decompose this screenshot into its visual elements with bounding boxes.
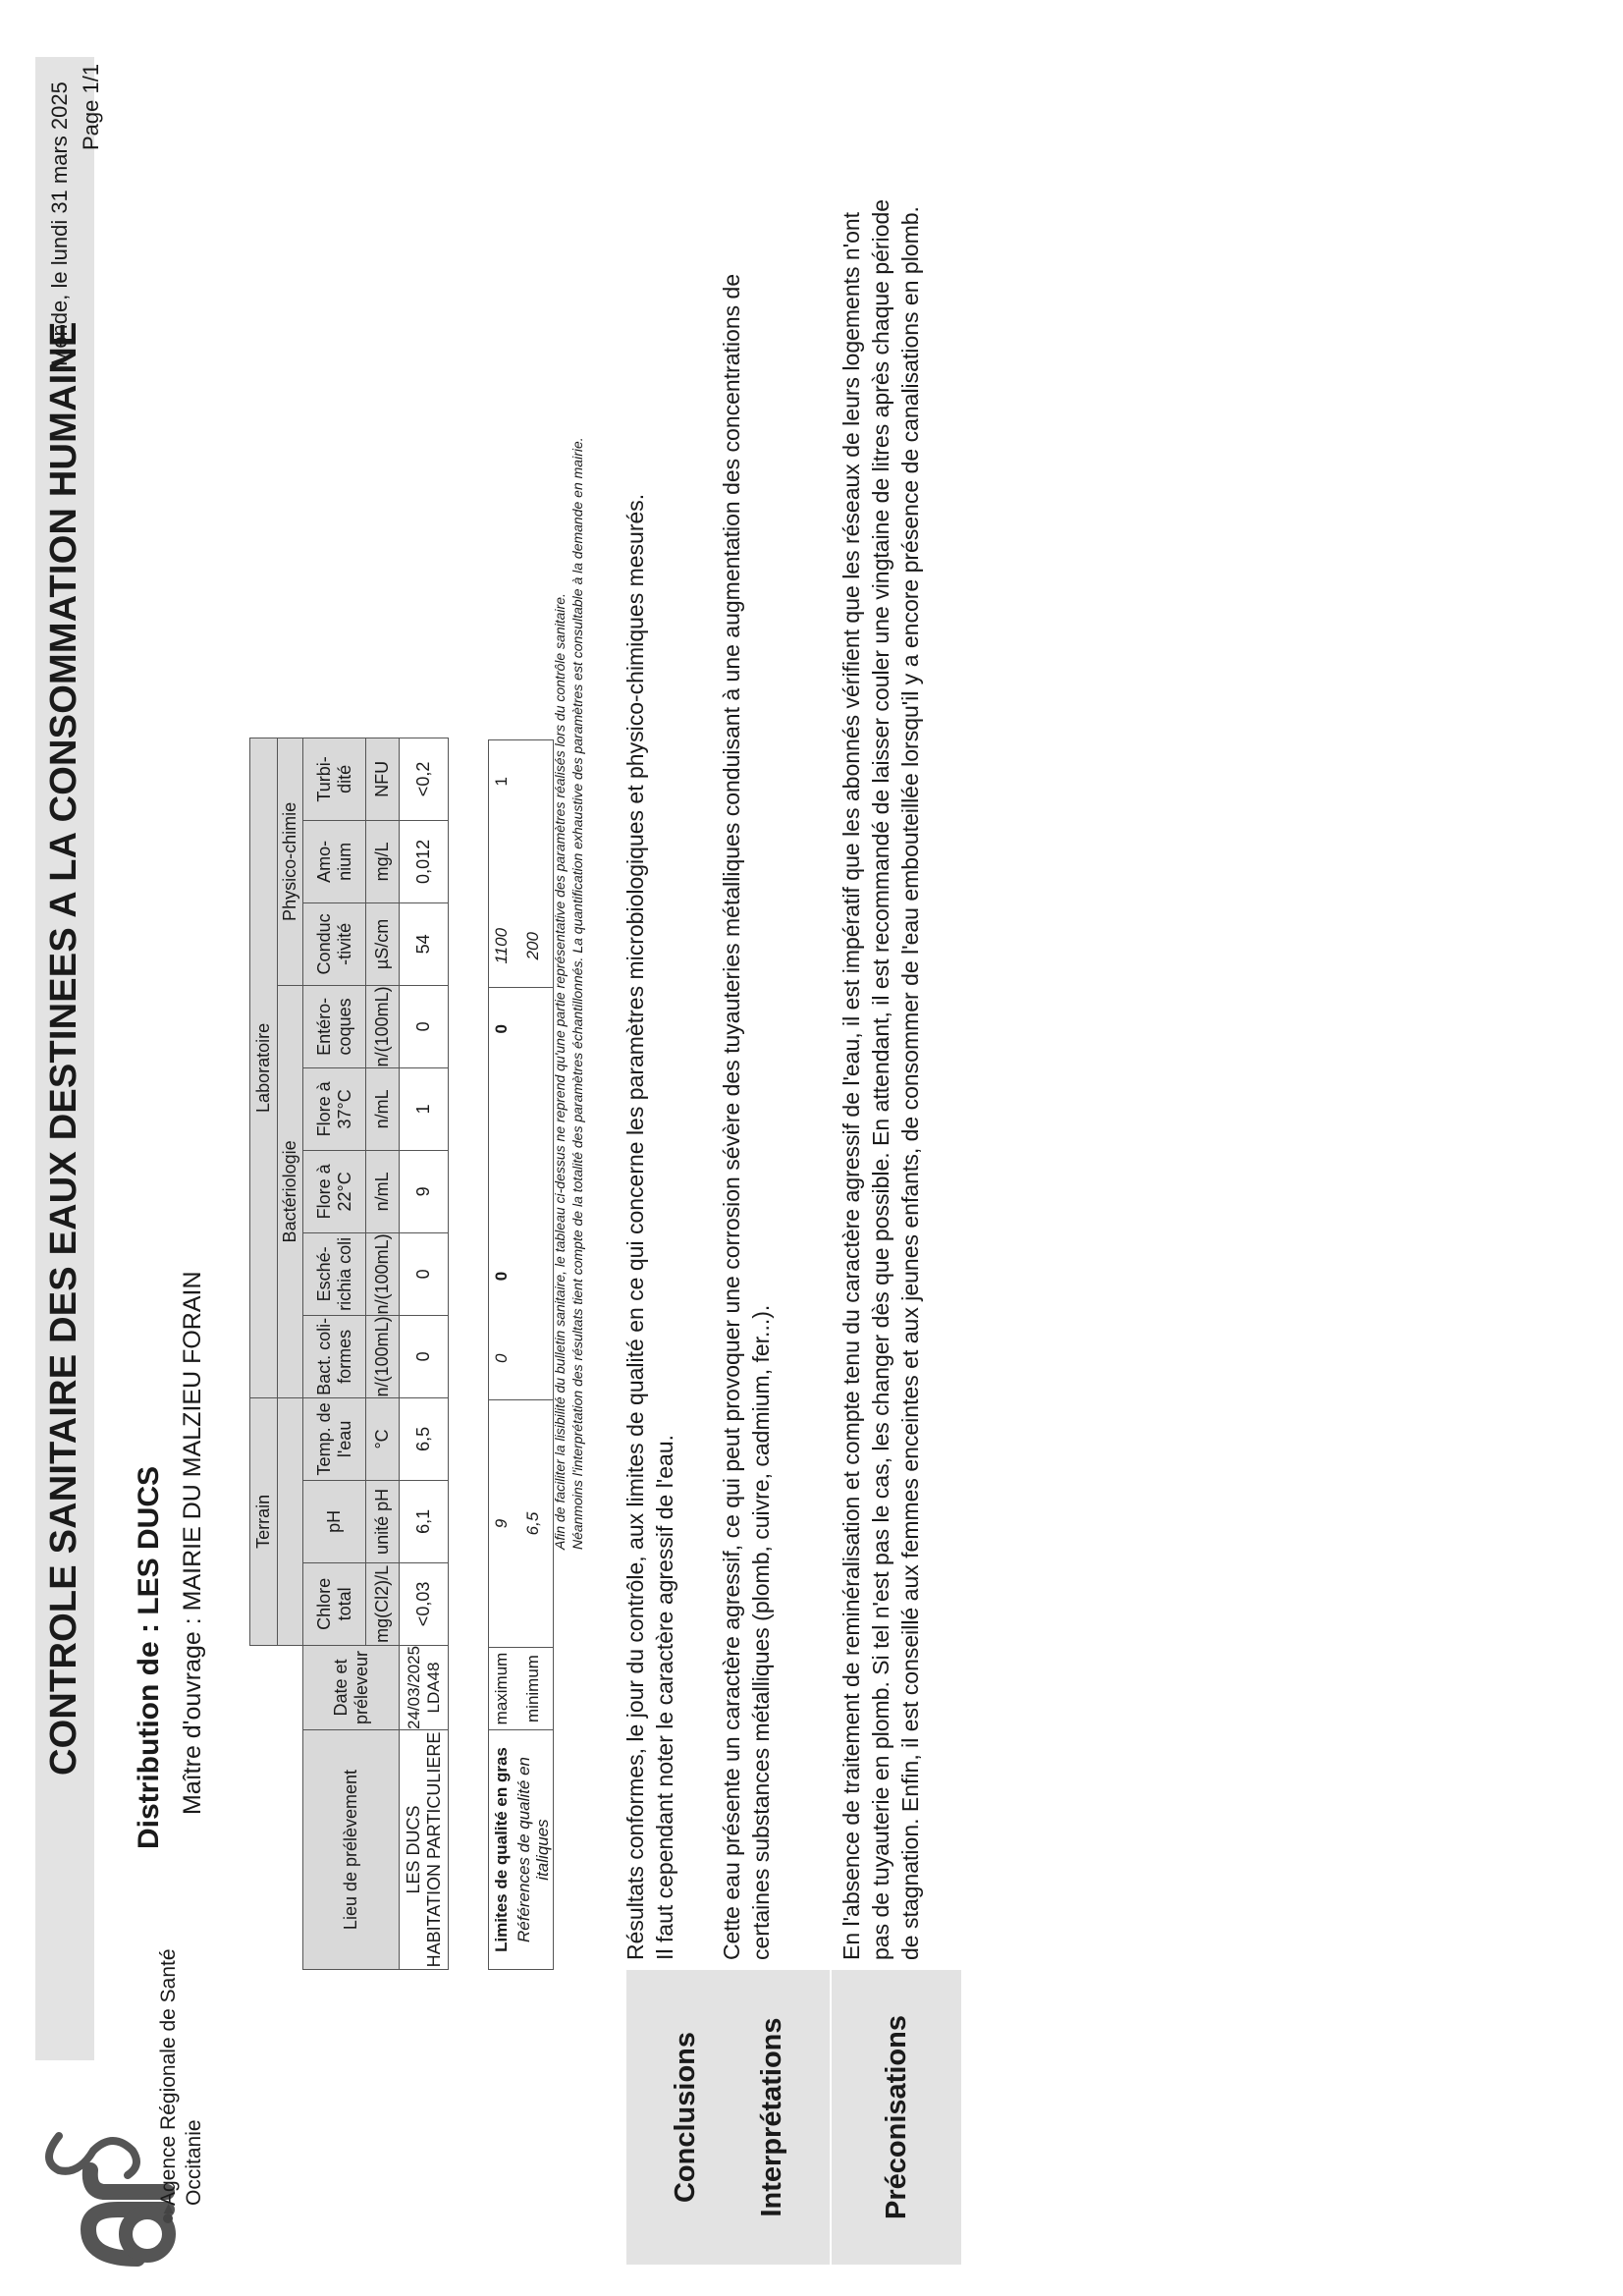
unit-chlore: mg(Cl2)/L bbox=[366, 1562, 400, 1645]
group-bacteriologie: Bactériologie bbox=[278, 985, 303, 1397]
col-e-coli-header: Esché- richia coli bbox=[303, 1232, 366, 1315]
col-flore37-header: Flore à 37°C bbox=[303, 1067, 366, 1150]
unit-bact-coliformes: n/(100mL) bbox=[366, 1315, 400, 1397]
limits-table bbox=[488, 739, 554, 1970]
results-table bbox=[249, 738, 449, 1970]
interpretations-text: Cette eau présente un caractère agressif, ce qui peut provoquer une corrosion sévère des tuyauteries métalliques conduisant à une augmentation des concentrations de certaines substances métalliques (plomb, cuivre, cadmium, fer...). bbox=[719, 273, 774, 1960]
agency-region: Occitanie bbox=[183, 2119, 205, 2206]
value-chlore: <0,03 bbox=[400, 1562, 449, 1645]
col-enterocoques-header: Entéro- coques bbox=[303, 985, 366, 1067]
unit-flore22: n/mL bbox=[366, 1150, 400, 1232]
col-flore22-header: Flore à 22°C bbox=[303, 1150, 366, 1232]
table-row bbox=[489, 740, 514, 1970]
col-ammonium-header: Amo- nium bbox=[303, 820, 366, 902]
value-conductivite: 54 bbox=[400, 902, 449, 985]
limit-conductivite-max: 1100 bbox=[489, 905, 514, 988]
conclusions-label: Conclusions bbox=[626, 1970, 744, 2265]
sample-date: 24/03/2025 LDA48 bbox=[400, 1645, 449, 1729]
limits-row-min: minimum bbox=[514, 1648, 554, 1730]
limit-ph-max: 9 bbox=[489, 1483, 514, 1565]
col-lieu-header: Lieu de prélèvement bbox=[303, 1730, 400, 1970]
sample-lieu: LES DUCS HABITATION PARTICULIERE bbox=[400, 1730, 449, 1970]
col-turbidite-header: Turbi- dité bbox=[303, 738, 366, 820]
page-number: Page 1/1 bbox=[79, 63, 103, 150]
footnote-line2: Néanmoins l'interprétation des résultats tient compte de la totalité des paramètres échantillonnés. La quantification exhaustive des paramètres est consultable à la demande en mairie. bbox=[569, 437, 585, 1550]
limit-turbidite: 1 bbox=[489, 740, 514, 823]
agency-name: Agence Régionale de Santé bbox=[157, 1948, 180, 2206]
limit-enterocoques: 0 bbox=[489, 988, 514, 1070]
place-date: Mende, le lundi 31 mars 2025 bbox=[47, 82, 72, 366]
limits-label-min: Références de qualité en italiques bbox=[514, 1730, 554, 1970]
unit-ammonium: mg/L bbox=[366, 820, 400, 902]
unit-temp: °C bbox=[366, 1397, 400, 1480]
value-flore37: 1 bbox=[400, 1067, 449, 1150]
value-e-coli: 0 bbox=[400, 1232, 449, 1315]
limit-conductivite-min: 200 bbox=[514, 905, 554, 988]
agency-bullet-icon bbox=[163, 2214, 173, 2223]
preconisations-label: Préconisations bbox=[832, 1970, 961, 2265]
maitre-ouvrage: Maître d'ouvrage : MAIRIE DU MALZIEU FORAIN bbox=[179, 1271, 206, 1815]
col-bact-coliformes-header: Bact. coli- formes bbox=[303, 1315, 366, 1397]
value-ammonium: 0,012 bbox=[400, 820, 449, 902]
preconisations-text: En l'absence de traitement de reminéralisation et compte tenu du caractère agressif de l'eau, il est impératif que les abonnés vérifient que les réseaux de leurs logements n'ont pas de tuyauterie en plomb. Si tel n'est pas le cas, les changer dès que possible. En attendant, il est recommandé de laisser couler une vingtaine de litres après chaque période de stagnation. Enfin, il est conseillé aux femmes enceintes et aux jeunes enfants, de consommer de l'eau embouteillée lorsqu'il y a encore présence de canalisations en plomb. bbox=[839, 198, 923, 1960]
unit-flore37: n/mL bbox=[366, 1067, 400, 1150]
col-date-header: Date et préleveur bbox=[303, 1645, 400, 1729]
col-ph-header: pH bbox=[303, 1480, 366, 1562]
value-temp: 6,5 bbox=[400, 1397, 449, 1480]
group-terrain: Terrain bbox=[250, 1397, 278, 1645]
value-enterocoques: 0 bbox=[400, 985, 449, 1067]
distribution-heading: Distribution de : LES DUCS bbox=[133, 1466, 165, 1849]
unit-e-coli: n/(100mL) bbox=[366, 1232, 400, 1315]
col-temp-header: Temp. de l'eau bbox=[303, 1397, 366, 1480]
value-bact-coliformes: 0 bbox=[400, 1315, 449, 1397]
limits-row-max: maximum bbox=[489, 1648, 514, 1730]
value-flore22: 9 bbox=[400, 1150, 449, 1232]
limit-ph-min: 6,5 bbox=[514, 1483, 554, 1565]
limits-label-max: Limites de qualité en gras bbox=[489, 1730, 514, 1970]
group-physico: Physico-chimie bbox=[278, 738, 303, 985]
col-chlore-header: Chlore total bbox=[303, 1562, 366, 1645]
page-title: CONTROLE SANITAIRE DES EAUX DESTINEES A LA CONSOMMATION HUMAINE bbox=[43, 321, 84, 1776]
limit-bact-coliformes: 0 bbox=[489, 1318, 514, 1400]
unit-turbidite: NFU bbox=[366, 738, 400, 820]
agency-arrow-icon: ▶ bbox=[160, 2204, 175, 2214]
value-turbidite: <0,2 bbox=[400, 738, 449, 820]
footnote-line1: Afin de faciliter la lisibilité du bulletin sanitaire, le tableau ci-dessus ne reprend qu'une partie représentative des paramètres réalisés lors du contrôle sanitaire. bbox=[552, 593, 568, 1550]
value-ph: 6,1 bbox=[400, 1480, 449, 1562]
table-row bbox=[514, 740, 554, 1970]
group-laboratoire: Laboratoire bbox=[250, 738, 278, 1397]
col-conductivite-header: Conduc -tivité bbox=[303, 902, 366, 985]
conclusions-text: Résultats conformes, le jour du contrôle, aux limites de qualité en ce qui concerne les paramètres microbiologiques et physico-chimiques mesurés. Il faut cependant noter le caractère agressif de l'eau. bbox=[622, 493, 677, 1960]
limit-e-coli: 0 bbox=[489, 1235, 514, 1318]
interpretations-label: Interprétations bbox=[714, 1970, 830, 2265]
table-row bbox=[400, 738, 449, 1969]
unit-ph: unité pH bbox=[366, 1480, 400, 1562]
unit-enterocoques: n/(100mL) bbox=[366, 985, 400, 1067]
unit-conductivite: µS/cm bbox=[366, 902, 400, 985]
